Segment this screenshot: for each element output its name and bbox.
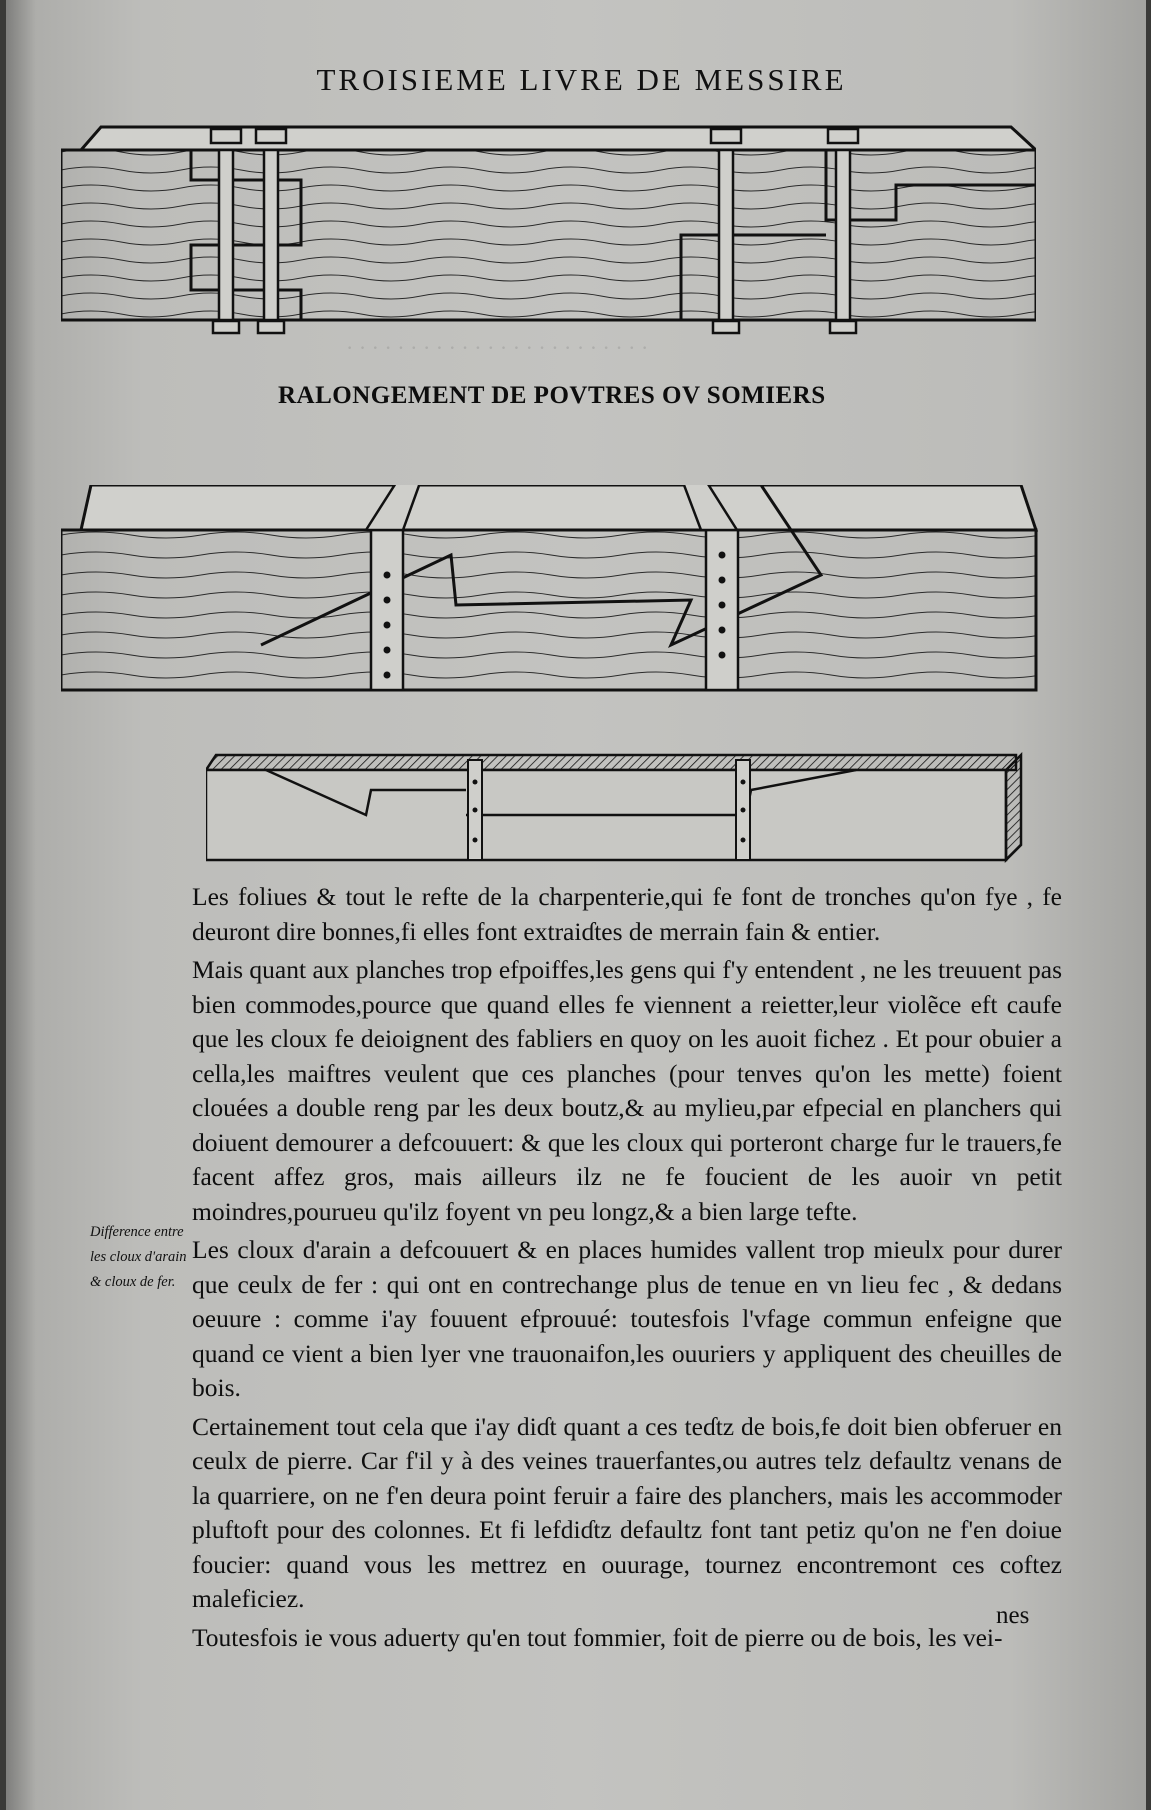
catchword: nes [996, 1602, 1030, 1629]
paragraph: Les foliues & tout le refte de la charpenterie,qui fe font de tronches qu'on fye , fe deuront dire bonnes,fi elles font extraiɗtes de merrain fain & entier. [192, 882, 1062, 946]
margin-note: Difference entre les cloux d'arain & cloux de fer. [90, 1224, 187, 1290]
bleed-through-text: · · · · · · · · · · · · · · · · · · · · · · · · [346, 335, 649, 360]
paragraph: Mais quant aux planches trop efpoiffes,les gens qui f'y entendent , ne les treuuent pas bien commodes,pource que quand elles fe viennent a reietter,leur violẽce eft caufe que les cloux fe deioignent des fabliers en quoy on les auoit fichez . Et pour obuier a cella,les maiftres veulent que ces planches (pour tenves qu'on les mette) foient clouées a double reng par les deux boutz,& au mylieu,par efpecial en planchers qui doiuent demourer a defcouuert: & que les cloux qui porteront charge fur le trauers,fe facent affez gros, mais ailleurs ilz ne fe foucient de les auoir vn petit moindres,pourueu qu'ilz foyent vn peu longz,& a bien large tefte. [192, 955, 1062, 1226]
paragraph: Les cloux d'arain a defcouuert & en places humides vallent trop mieulx pour durer que ceulx de fer : qui ont en contrechange plus de tenue en vn lieu fec , & dedans oeuure : comme i'ay fouuent efprouué: toutesfois l'vfage commun enfeigne que quand ce vient a bien lyer vne trauonaifon,les ouuriers y appliquent des cheuilles de bois. [192, 1235, 1062, 1402]
body-text [192, 880, 1062, 1655]
book-page [6, 0, 1146, 1810]
figure-beam-scarf-joints [61, 125, 1036, 350]
paragraph: Certainement tout cela que i'ay diɗt quant a ces teɗtz de bois,fe doit bien obferuer en ceulx de pierre. Car f'il y à des veines trauerfantes,ou autres telz defaultz venans de la quarriere, on ne f'en deura point feruir a faire des planchers, mais les accommoder pluftoft pour des colonnes. Et fi lefdiɗtz defaultz font tant petiz qu'on ne f'en doiue foucier: quand vous les mettrez en ouurage, tournez encontremont ces coftez maleficiez. [192, 1411, 1062, 1613]
figure-beam-iron-straps [61, 485, 1041, 695]
figure-caption: RALONGEMENT DE POVTRES OV SOMIERS [278, 382, 826, 409]
gutter-shadow [6, 0, 36, 1810]
running-head: TROISIEME LIVRE DE MESSIRE [316, 62, 847, 97]
figure-plank-joint [206, 750, 1026, 865]
paragraph: Toutesfois ie vous aduerty qu'en tout fommier, foit de pierre ou de bois, les vei- [192, 1622, 1003, 1652]
